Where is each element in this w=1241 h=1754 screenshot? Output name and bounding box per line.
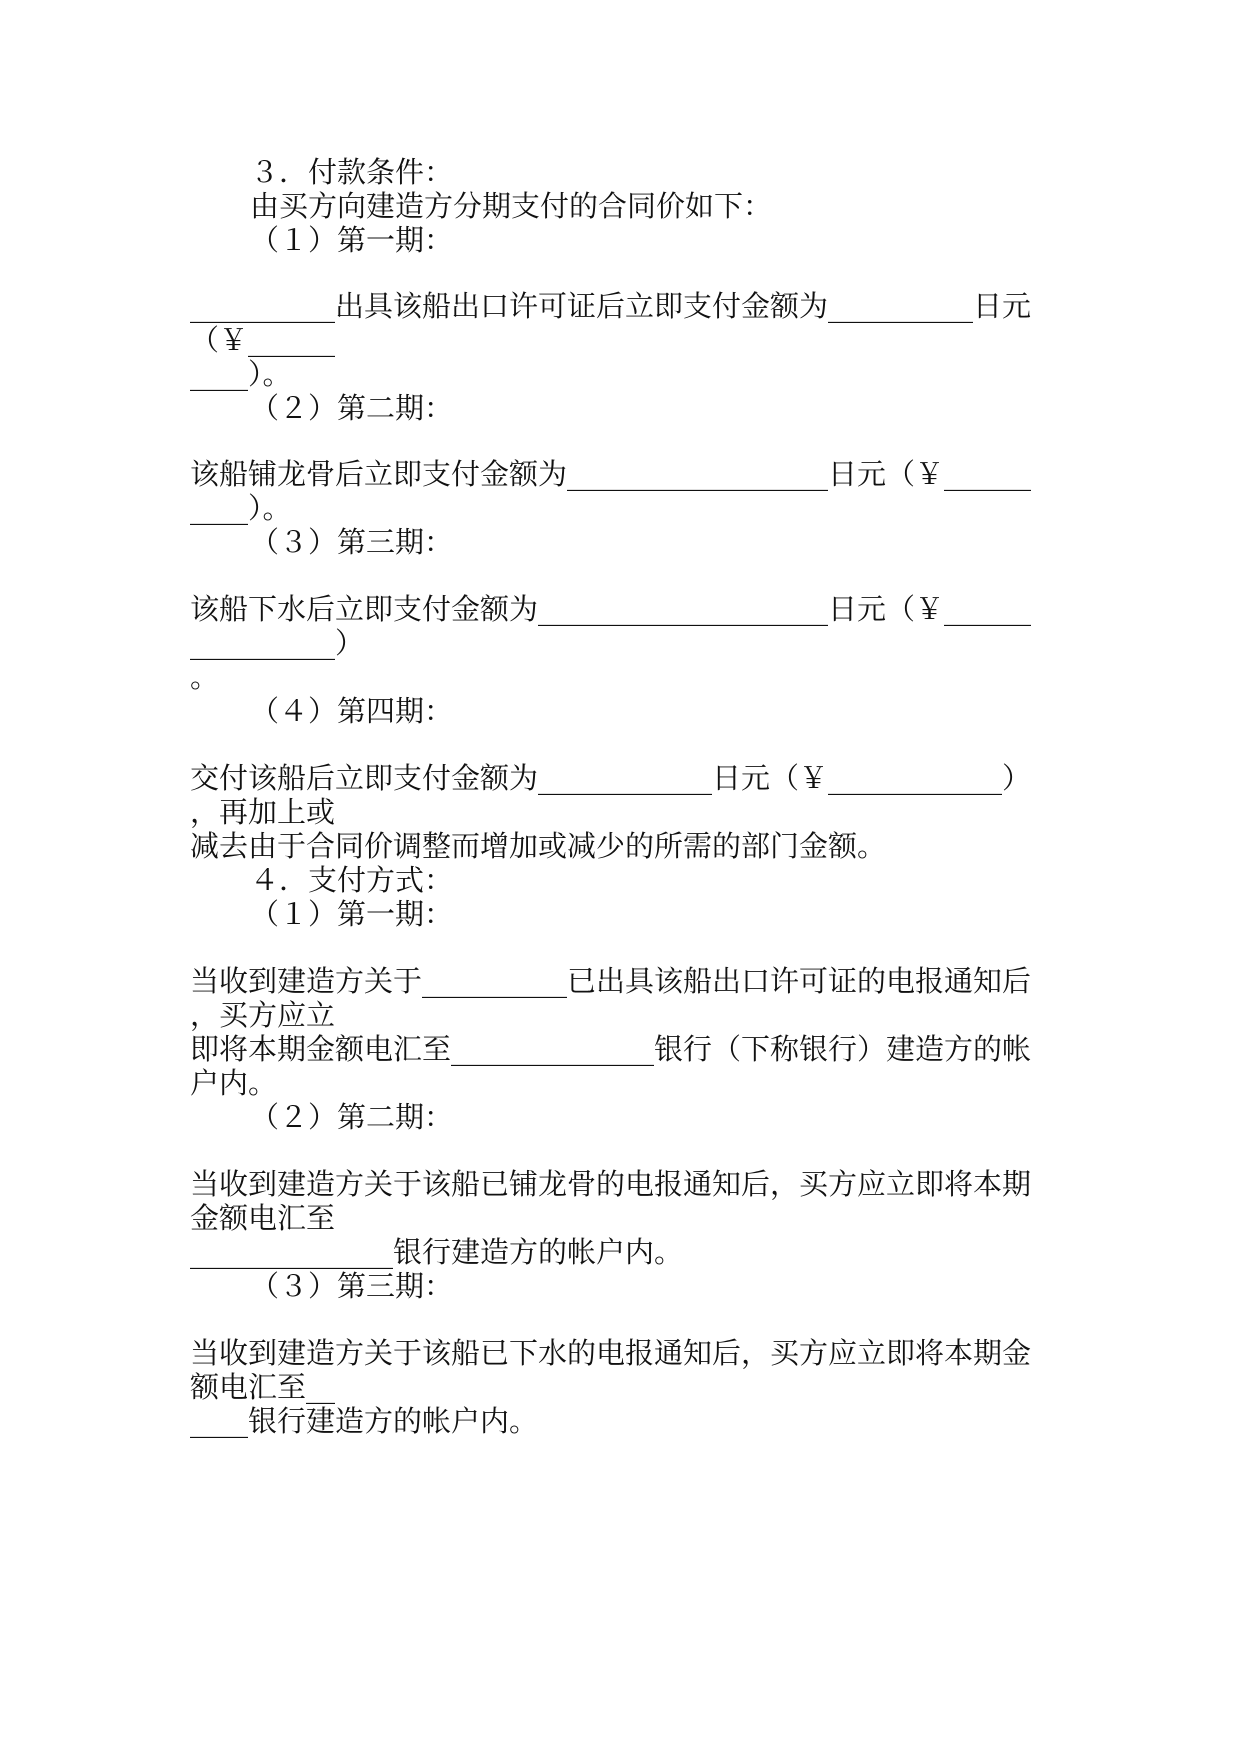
paragraph-line: 该船下水后立即支付金额为____________________日元（￥______: [190, 592, 1032, 626]
paragraph-line: __________）: [190, 626, 365, 660]
paragraph-line: 当收到建造方关于该船已下水的电报通知后，买方应立即将本期金: [190, 1336, 1032, 1370]
paragraph-line: 。: [190, 660, 220, 694]
installment-heading-3: （３）第三期：: [250, 525, 454, 559]
paragraph-line: __________出具该船出口许可证后立即支付金额为__________日元: [190, 289, 1032, 323]
paragraph-line: 减去由于合同价调整而增加或减少的所需的部门金额。: [190, 829, 887, 863]
installment-heading-3: （３）第三期：: [250, 1269, 454, 1303]
paragraph-line: 当收到建造方关于该船已铺龙骨的电报通知后，买方应立即将本期: [190, 1167, 1032, 1201]
paragraph-line: 额电汇至__: [190, 1370, 336, 1404]
paragraph-line: 由买方向建造方分期支付的合同价如下：: [250, 189, 773, 223]
paragraph-line: 即将本期金额电汇至______________银行（下称银行）建造方的帐: [190, 1032, 1032, 1066]
paragraph-line: 户内。: [190, 1066, 278, 1100]
section-heading-payment-method: ４．支付方式：: [250, 863, 454, 897]
installment-heading-4: （４）第四期：: [250, 694, 454, 728]
installment-heading-1: （１）第一期：: [250, 223, 454, 257]
paragraph-line: 该船铺龙骨后立即支付金额为__________________日元（￥______: [190, 457, 1032, 491]
installment-heading-1: （１）第一期：: [250, 897, 454, 931]
paragraph-line: ____）。: [190, 491, 292, 525]
paragraph-line: （￥______: [190, 323, 336, 357]
installment-heading-2: （２）第二期：: [250, 391, 454, 425]
section-heading-payment-terms: ３．付款条件：: [250, 155, 454, 189]
paragraph-line: ，再加上或: [190, 795, 336, 829]
paragraph-line: ______________银行建造方的帐户内。: [190, 1235, 684, 1269]
paragraph-line: 金额电汇至: [190, 1201, 336, 1235]
paragraph-line: ____银行建造方的帐户内。: [190, 1404, 539, 1438]
installment-heading-2: （２）第二期：: [250, 1100, 454, 1134]
paragraph-line: ____）。: [190, 357, 292, 391]
paragraph-line: 当收到建造方关于__________已出具该船出口许可证的电报通知后: [190, 964, 1032, 998]
paragraph-line: ，买方应立: [190, 998, 336, 1032]
paragraph-line: 交付该船后立即支付金额为____________日元（￥____________）: [190, 761, 1032, 795]
